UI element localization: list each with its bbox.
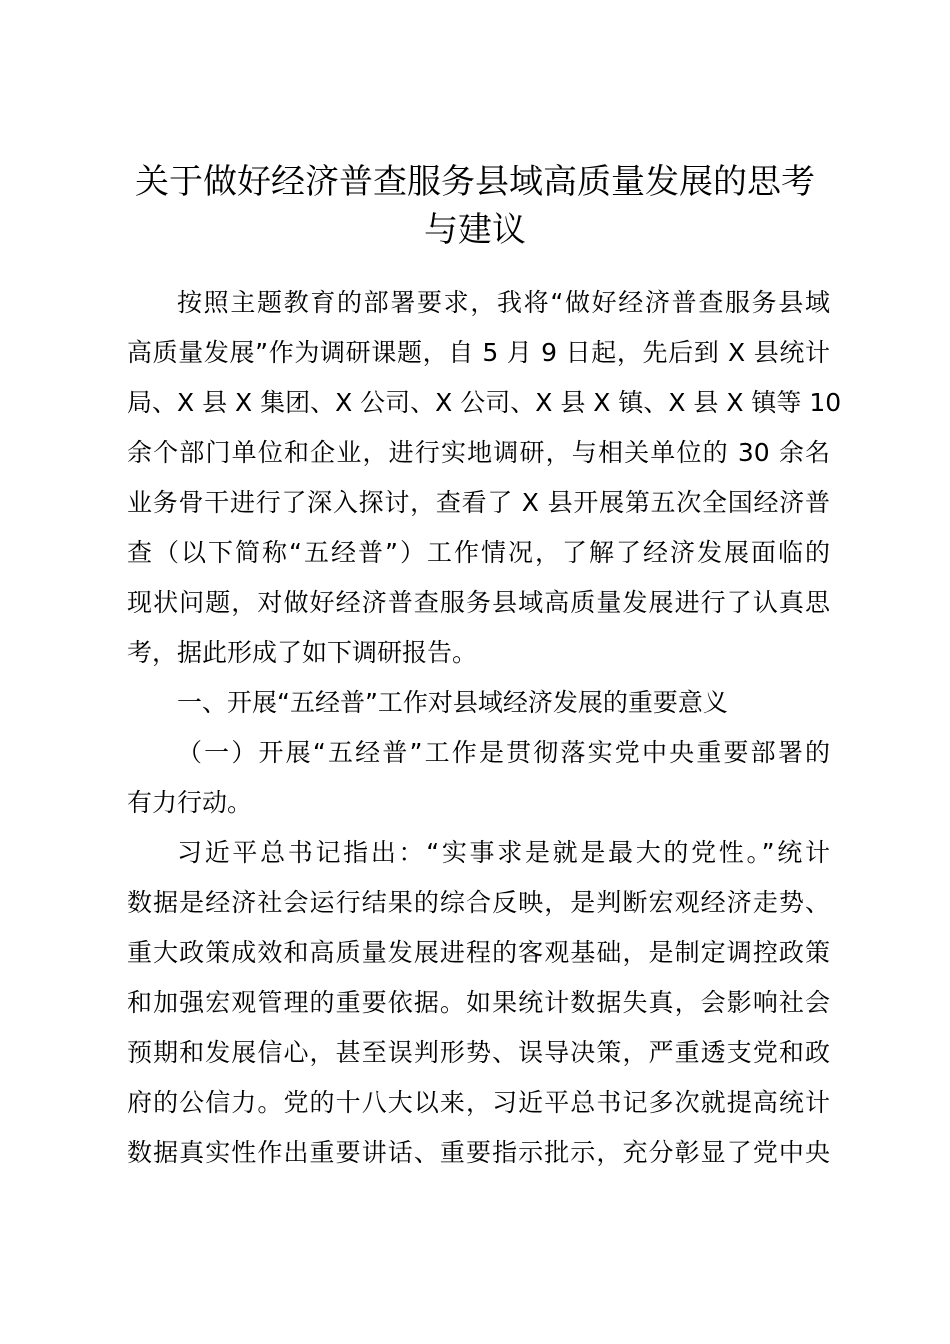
body-line: 业务骨干进行了深入探讨，查看了 X 县开展第五次全国经济普 <box>127 488 830 517</box>
body-line: 数据是经济社会运行结果的综合反映，是判断宏观经济走势、 <box>127 888 830 917</box>
body-line: 高质量发展”作为调研课题，自 5 月 9 日起，先后到 X 县统计 <box>127 338 830 367</box>
section-heading: 一、开展“五经普”工作对县域经济发展的重要意义 <box>177 688 728 717</box>
body-line: 局、X 县 X 集团、X 公司、X 公司、X 县 X 镇、X 县 X 镇等 10 <box>127 388 842 417</box>
document-title <box>110 158 840 254</box>
body-line: 查（以下简称“五经普”）工作情况，了解了经济发展面临的 <box>127 538 830 567</box>
subsection-heading: （一）开展“五经普”工作是贯彻落实党中央重要部署的 <box>177 738 830 767</box>
body-line: 府的公信力。党的十八大以来，习近平总书记多次就提高统计 <box>127 1088 830 1117</box>
body-line: 考，据此形成了如下调研报告。 <box>127 638 478 667</box>
title-line-2: 与建议 <box>424 210 526 250</box>
body-line: 习近平总书记指出：“实事求是就是最大的党性。”统计 <box>177 838 830 867</box>
body-line: 余个部门单位和企业，进行实地调研，与相关单位的 30 余名 <box>127 438 830 467</box>
body-line: 按照主题教育的部署要求，我将“做好经济普查服务县域 <box>177 288 830 317</box>
body-line: 重大政策成效和高质量发展进程的客观基础，是制定调控政策 <box>127 938 830 967</box>
body-line: 数据真实性作出重要讲话、重要指示批示，充分彰显了党中央 <box>127 1138 830 1167</box>
body-line: 预期和发展信心，甚至误判形势、误导决策，严重透支党和政 <box>127 1038 830 1067</box>
body-line: 和加强宏观管理的重要依据。如果统计数据失真，会影响社会 <box>127 988 830 1017</box>
title-line-1: 关于做好经济普查服务县域高质量发展的思考 <box>135 162 815 202</box>
subsection-heading-cont: 有力行动。 <box>127 788 253 817</box>
body-line: 现状问题，对做好经济普查服务县域高质量发展进行了认真思 <box>127 588 830 617</box>
